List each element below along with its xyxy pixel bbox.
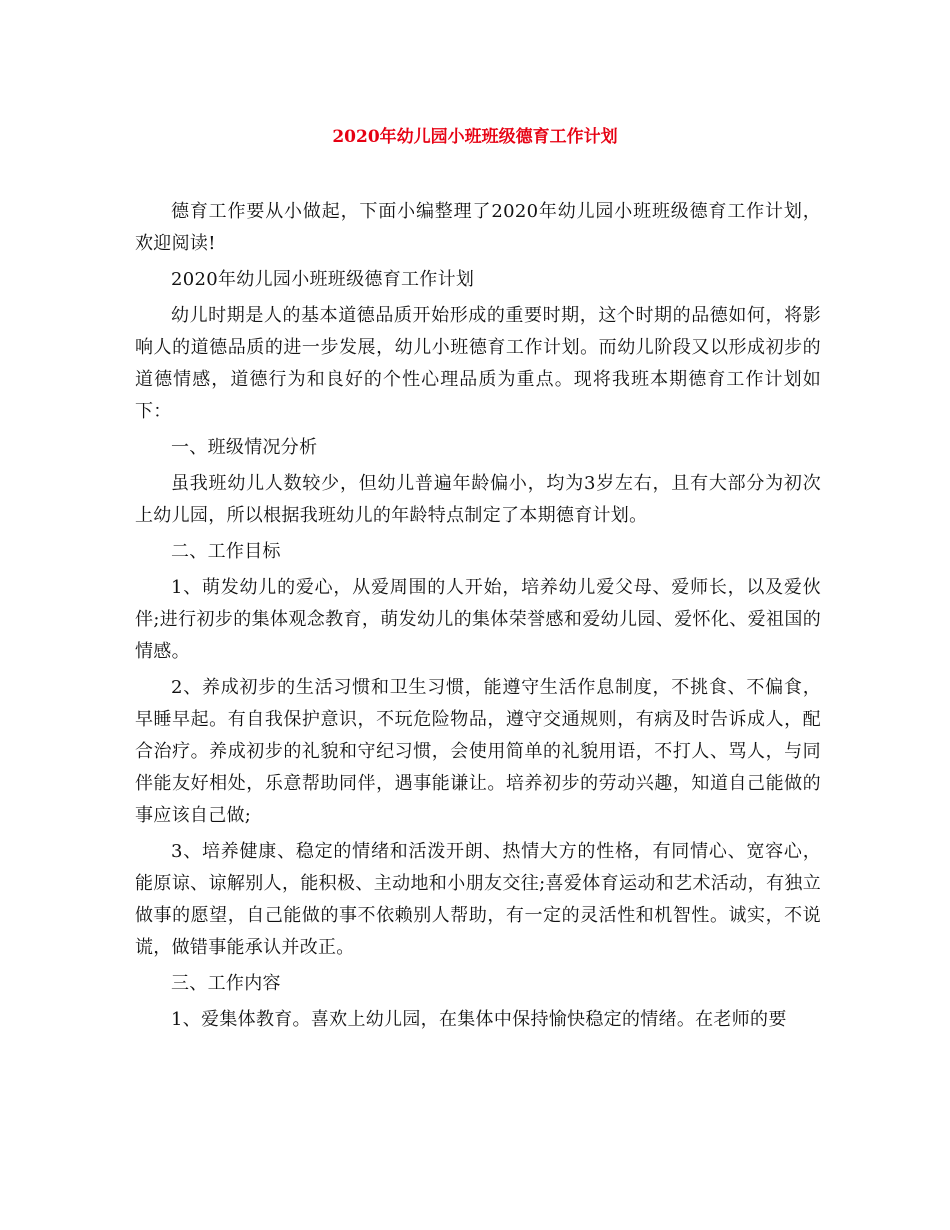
section-heading-goals: 二、工作目标 xyxy=(171,541,281,562)
section-heading-content: 三、工作内容 xyxy=(171,973,281,994)
paragraph-goal-1: 1、萌发幼儿的爱心，从爱周围的人开始，培养幼儿爱父母、爱师长，以及爱伙伴;进行初步的集体观念教育，萌发幼儿的集体荣誉感和爱幼儿园、爱怀化、爱祖国的情感。 xyxy=(135,577,821,662)
paragraph-overview: 幼儿时期是人的基本道德品质开始形成的重要时期，这个时期的品德如何，将影响人的道德品质的进一步发展，幼儿小班德育工作计划。而幼儿阶段又以形成初步的道德情感，道德行为和良好的个性心理品质为重点。现将我班本期德育工作计划如下： xyxy=(135,305,821,422)
paragraph-intro: 德育工作要从小做起，下面小编整理了2020年幼儿园小班班级德育工作计划，欢迎阅读! xyxy=(135,201,821,254)
paragraph-content-1: 1、爱集体教育。喜欢上幼儿园，在集体中保持愉快稳定的情绪。在老师的要 xyxy=(171,1009,787,1030)
document-body xyxy=(135,196,821,1040)
paragraph-class-analysis: 虽我班幼儿人数较少，但幼儿普遍年龄偏小，均为3岁左右，且有大部分为初次上幼儿园，所以根据我班幼儿的年龄特点制定了本期德育计划。 xyxy=(135,473,821,526)
section-heading-class-analysis: 一、班级情况分析 xyxy=(171,437,318,458)
document-title: 2020年幼儿园小班班级德育工作计划 xyxy=(332,127,618,147)
paragraph-goal-3: 3、培养健康、稳定的情绪和活泼开朗、热情大方的性格，有同情心、宽容心，能原谅、谅解别人，能积极、主动地和小朋友交往;喜爱体育运动和艺术活动，有独立做事的愿望，自己能做的事不依赖别人帮助，有一定的灵活性和机智性。诚实，不说谎，做错事能承认并改正。 xyxy=(135,841,821,958)
paragraph-subtitle: 2020年幼儿园小班班级德育工作计划 xyxy=(171,269,475,290)
paragraph-goal-2: 2、养成初步的生活习惯和卫生习惯，能遵守生活作息制度，不挑食、不偏食，早睡早起。有自我保护意识，不玩危险物品，遵守交通规则，有病及时告诉成人，配合治疗。养成初步的礼貌和守纪习惯，会使用简单的礼貌用语，不打人、骂人，与同伴能友好相处，乐意帮助同伴，遇事能谦让。培养初步的劳动兴趣，知道自己能做的事应该自己做; xyxy=(135,677,821,826)
